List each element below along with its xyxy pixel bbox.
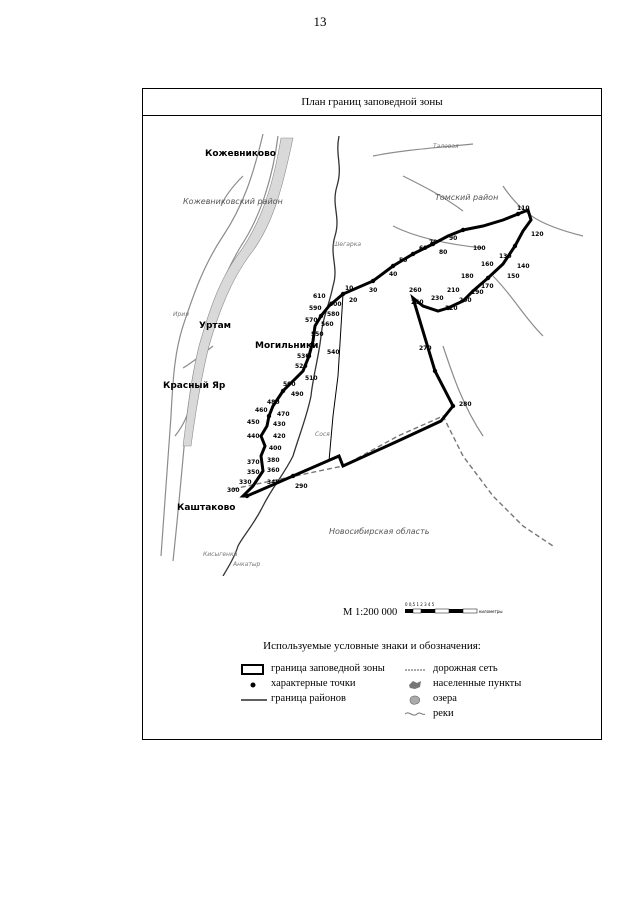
district-label: Кожевниковский район bbox=[183, 197, 283, 206]
protected-zone-boundary bbox=[243, 210, 531, 496]
point-label: 160 bbox=[481, 261, 494, 268]
legend-item-boundary: граница заповедной зоны bbox=[271, 663, 385, 674]
point-label: 530 bbox=[297, 353, 310, 360]
map-frame bbox=[142, 88, 602, 740]
river-label: Кисыгенка bbox=[203, 551, 238, 558]
point-label: 230 bbox=[431, 295, 444, 302]
point-label: 180 bbox=[461, 273, 474, 280]
river-icon bbox=[405, 710, 425, 718]
point-label: 250 bbox=[411, 299, 424, 306]
district-label: Новосибирская область bbox=[329, 527, 430, 536]
point-label: 190 bbox=[471, 289, 484, 296]
point-label: 170 bbox=[481, 283, 494, 290]
point-label: 70 bbox=[429, 239, 438, 246]
point-label: 360 bbox=[267, 467, 280, 474]
point-label: 420 bbox=[273, 433, 286, 440]
point-label: 130 bbox=[499, 253, 512, 260]
settlement-icon bbox=[407, 679, 423, 691]
point-label: 600 bbox=[329, 301, 342, 308]
point-label: 470 bbox=[277, 411, 290, 418]
legend-item-settlements: населенные пункты bbox=[433, 678, 522, 689]
place-label: Красный Яр bbox=[163, 381, 226, 391]
scale-unit: километры bbox=[479, 609, 503, 614]
map-title-row bbox=[143, 89, 601, 116]
point-label: 290 bbox=[295, 483, 308, 490]
point-label: 280 bbox=[459, 401, 472, 408]
inner-boundary bbox=[329, 294, 343, 461]
line-icon bbox=[241, 697, 267, 703]
point-label: 120 bbox=[531, 231, 544, 238]
point-label: 520 bbox=[295, 363, 308, 370]
point-label: 200 bbox=[459, 297, 472, 304]
point-label: 80 bbox=[439, 249, 448, 256]
scale-bar bbox=[405, 601, 505, 621]
point-label: 550 bbox=[311, 331, 324, 338]
point-label: 510 bbox=[305, 375, 318, 382]
river-label: Таловая bbox=[433, 143, 459, 150]
page-number: 13 bbox=[313, 14, 327, 29]
point-label: 490 bbox=[291, 391, 304, 398]
point-label: 150 bbox=[507, 273, 520, 280]
point-label: 480 bbox=[267, 399, 280, 406]
point-label: 610 bbox=[313, 293, 326, 300]
place-label: Кожевниково bbox=[205, 149, 276, 159]
point-label: 350 bbox=[247, 469, 260, 476]
legend-item-rivers: реки bbox=[433, 708, 454, 719]
map-area bbox=[143, 116, 601, 576]
legend-item-districts: граница районов bbox=[271, 693, 346, 704]
point-label: 450 bbox=[247, 419, 260, 426]
boundary-box-icon bbox=[241, 664, 265, 676]
point-label: 50 bbox=[399, 257, 408, 264]
point-label: 140 bbox=[517, 263, 530, 270]
legend-item-lakes: озера bbox=[433, 693, 457, 704]
point-label: 540 bbox=[327, 349, 340, 356]
point-label: 570 bbox=[305, 317, 318, 324]
scale-label: М 1:200 000 bbox=[343, 607, 398, 618]
characteristic-points bbox=[245, 212, 520, 498]
river-label: Анкатыр bbox=[233, 561, 261, 568]
point-label: 60 bbox=[419, 245, 428, 252]
point-label: 300 bbox=[227, 487, 240, 494]
point-label: 20 bbox=[349, 297, 358, 304]
point-label: 100 bbox=[473, 245, 486, 252]
point-label: 440 bbox=[247, 433, 260, 440]
river-label: Сося bbox=[315, 431, 330, 438]
legend-item-points: характерные точки bbox=[271, 678, 356, 689]
point-label: 590 bbox=[309, 305, 322, 312]
point-label: 40 bbox=[389, 271, 398, 278]
scale-ticks: 0 0,5 1 2 3 4 5 bbox=[405, 602, 435, 607]
point-label: 340 bbox=[267, 479, 280, 486]
point-label: 110 bbox=[517, 205, 530, 212]
point-label: 210 bbox=[447, 287, 460, 294]
point-label: 260 bbox=[409, 287, 422, 294]
point-label: 580 bbox=[327, 311, 340, 318]
place-label: Могильники bbox=[255, 341, 319, 351]
point-label: 90 bbox=[449, 235, 458, 242]
point-label: 10 bbox=[345, 285, 354, 292]
place-label: Каштаково bbox=[177, 503, 236, 513]
point-label: 370 bbox=[247, 459, 260, 466]
point-label: 500 bbox=[283, 381, 296, 388]
river-label: Шегарка bbox=[333, 241, 362, 248]
legend-title: Используемые условные знаки и обозначения: bbox=[263, 640, 481, 652]
point-label: 380 bbox=[267, 457, 280, 464]
lake-icon bbox=[407, 694, 423, 706]
map-title: План границ заповедной зоны bbox=[301, 96, 443, 108]
point-label: 560 bbox=[321, 321, 334, 328]
point-label: 220 bbox=[445, 305, 458, 312]
legend-item-roads: дорожная сеть bbox=[433, 663, 498, 674]
point-label: 400 bbox=[269, 445, 282, 452]
point-label: 430 bbox=[273, 421, 286, 428]
place-label: Уртам bbox=[199, 321, 232, 331]
river-label: Ирия bbox=[173, 311, 189, 318]
road-icon bbox=[405, 667, 425, 673]
point-label: 270 bbox=[419, 345, 432, 352]
dot-icon bbox=[249, 681, 257, 689]
point-label: 30 bbox=[369, 287, 378, 294]
point-label: 330 bbox=[239, 479, 252, 486]
point-label: 460 bbox=[255, 407, 268, 414]
district-label: Томский район bbox=[435, 193, 499, 202]
